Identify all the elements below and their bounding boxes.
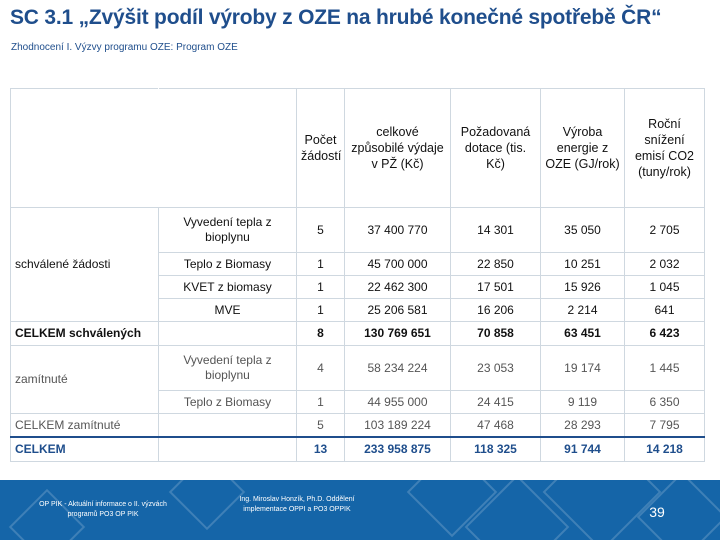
table-cell: 28 293 [541, 414, 625, 438]
table-cell: 91 744 [541, 437, 625, 461]
table-cell: 5 [297, 414, 345, 438]
table-cell: 1 [297, 391, 345, 414]
project-type-cell: MVE [159, 299, 297, 322]
results-table-container [10, 88, 704, 462]
table-cell: 16 206 [451, 299, 541, 322]
group-label: zamítnuté [11, 346, 159, 414]
group-label: CELKEM zamítnuté [11, 414, 159, 438]
table-cell: 2 214 [541, 299, 625, 322]
project-type-cell: KVET z biomasy [159, 276, 297, 299]
table-cell: 22 850 [451, 253, 541, 276]
project-type-cell [159, 322, 297, 346]
table-cell: 8 [297, 322, 345, 346]
table-cell: 35 050 [541, 208, 625, 253]
table-cell: 24 415 [451, 391, 541, 414]
project-type-cell: Teplo z Biomasy [159, 391, 297, 414]
table-cell: 45 700 000 [345, 253, 451, 276]
grand-total-row [11, 437, 705, 461]
table-cell: 1 445 [625, 346, 705, 391]
table-cell: 10 251 [541, 253, 625, 276]
table-cell: 2 705 [625, 208, 705, 253]
table-row [11, 346, 705, 391]
column-header: Požadovaná dotace (tis. Kč) [451, 89, 541, 208]
header-empty-cell [11, 89, 159, 208]
table-cell: 63 451 [541, 322, 625, 346]
table-cell: 1 [297, 299, 345, 322]
project-type-cell: Vyvedení tepla z bioplynu [159, 346, 297, 391]
table-cell: 118 325 [451, 437, 541, 461]
group-label: schválené žádosti [11, 208, 159, 322]
table-cell: 7 795 [625, 414, 705, 438]
table-cell: 1 045 [625, 276, 705, 299]
table-cell: 1 [297, 276, 345, 299]
table-cell: 44 955 000 [345, 391, 451, 414]
column-header: Počet žádostí [297, 89, 345, 208]
column-header: Roční snížení emisí CO2 (tuny/rok) [625, 89, 705, 208]
project-type-cell [159, 414, 297, 438]
table-cell: 25 206 581 [345, 299, 451, 322]
table-cell: 14 218 [625, 437, 705, 461]
table-cell: 13 [297, 437, 345, 461]
table-cell: 233 958 875 [345, 437, 451, 461]
project-type-cell [159, 437, 297, 461]
table-cell: 5 [297, 208, 345, 253]
table-cell: 641 [625, 299, 705, 322]
table-cell: 47 468 [451, 414, 541, 438]
table-cell: 23 053 [451, 346, 541, 391]
table-cell: 130 769 651 [345, 322, 451, 346]
table-cell: 9 119 [541, 391, 625, 414]
table-cell: 15 926 [541, 276, 625, 299]
table-cell: 22 462 300 [345, 276, 451, 299]
table-cell: 6 350 [625, 391, 705, 414]
table-cell: 4 [297, 346, 345, 391]
table-header-row [11, 89, 705, 208]
rejected-total-row [11, 414, 705, 438]
column-header: Výroba energie z OZE (GJ/rok) [541, 89, 625, 208]
table-cell: 37 400 770 [345, 208, 451, 253]
footer-center-text: Ing. Miroslav Honzík, Ph.D. Oddělení implementace OPPI a PO3 OPPIK [239, 496, 355, 513]
group-label: CELKEM schválených [11, 322, 159, 346]
table-cell: 103 189 224 [345, 414, 451, 438]
page-title: SC 3.1 „Zvýšit podíl výroby z OZE na hrubé konečné spotřebě ČR“ [10, 6, 662, 29]
table-cell: 70 858 [451, 322, 541, 346]
column-header: celkové způsobilé výdaje v PŽ (Kč) [345, 89, 451, 208]
results-table [10, 88, 705, 462]
footer-bar [0, 480, 720, 540]
group-label: CELKEM [11, 437, 159, 461]
footer-left-text: OP PIK - Aktuální informace o II. výzvách programů PO3 OP PIK [39, 501, 167, 518]
project-type-cell: Teplo z Biomasy [159, 253, 297, 276]
table-cell: 14 301 [451, 208, 541, 253]
project-type-cell: Vyvedení tepla z bioplynu [159, 208, 297, 253]
table-cell: 1 [297, 253, 345, 276]
table-cell: 58 234 224 [345, 346, 451, 391]
page-subtitle: Zhodnocení I. Výzvy programu OZE: Program OZE [11, 42, 238, 53]
table-cell: 6 423 [625, 322, 705, 346]
table-cell: 2 032 [625, 253, 705, 276]
header-empty-cell [159, 89, 297, 208]
table-cell: 17 501 [451, 276, 541, 299]
table-row [11, 208, 705, 253]
table-cell: 19 174 [541, 346, 625, 391]
approved-total-row [11, 322, 705, 346]
page-number: 39 [649, 504, 665, 520]
